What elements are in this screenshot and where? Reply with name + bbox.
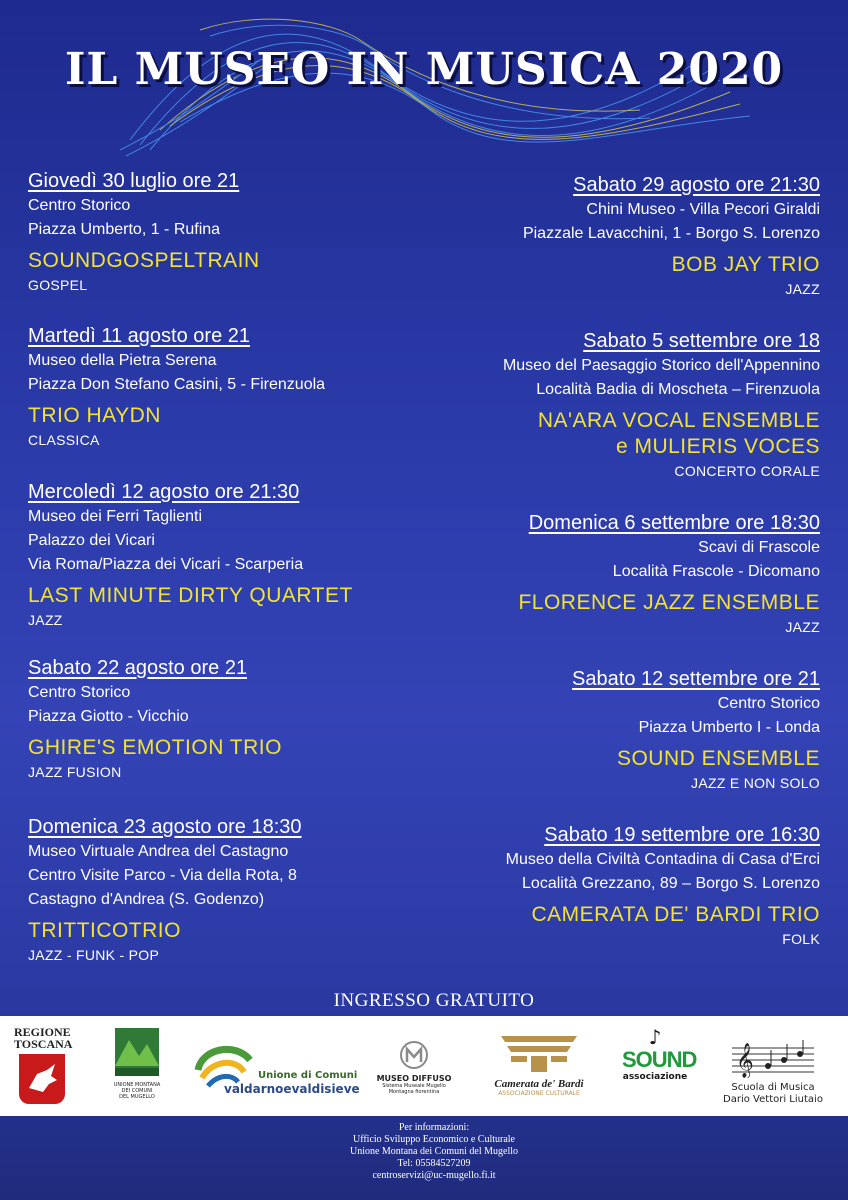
event-performer: TRIO HAYDN [28, 404, 161, 427]
event-genre: CONCERTO CORALE [674, 463, 820, 479]
footer-line: Per informazioni: [398, 1122, 470, 1133]
regione-toscana-logo: REGIONE TOSCANA [14, 1026, 70, 1108]
footer-line: Tel: 05584527209 [397, 1158, 471, 1169]
event-genre: FOLK [782, 931, 820, 947]
event-venue-line: Piazzale Lavacchini, 1 - Borgo S. Lorenzo [522, 225, 820, 242]
event-date: Sabato 5 settembre ore 18 [583, 330, 820, 352]
event-date: Sabato 19 settembre ore 16:30 [544, 824, 820, 846]
event-date: Sabato 29 agosto ore 21:30 [573, 174, 820, 196]
event-genre: JAZZ [28, 612, 63, 628]
event-venue-line: Museo della Pietra Serena [28, 352, 217, 369]
page-title: IL MUSEO IN MUSICA 2020 [64, 44, 784, 95]
event-venue-line: Località Grezzano, 89 – Borgo S. Lorenzo [522, 875, 820, 892]
event-venue-line: Museo dei Ferri Taglienti [28, 508, 203, 525]
event-performer: SOUND ENSEMBLE [616, 747, 820, 770]
event-venue-line: Palazzo dei Vicari [28, 532, 155, 549]
event-performer: CAMERATA DE' BARDI TRIO [531, 903, 820, 926]
treble-clef-icon: ♪ [648, 1025, 662, 1049]
event-genre: CLASSICA [28, 432, 100, 448]
event-item [420, 328, 820, 482]
pegasus-emblem-icon [19, 1054, 65, 1104]
event-item [420, 172, 820, 300]
event-venue-line: Scavi di Frascole [698, 539, 820, 556]
sound-associazione-logo: ♪ SOUND associazione [622, 1025, 697, 1082]
event-performer: SOUNDGOSPELTRAIN [28, 249, 260, 272]
event-venue-line: Centro Storico [28, 197, 131, 214]
event-venue-line: Museo del Paesaggio Storico dell'Appennino [502, 357, 820, 374]
event-item [28, 168, 428, 296]
event-genre: JAZZ FUSION [28, 764, 122, 780]
event-performer: GHIRE'S EMOTION TRIO [28, 736, 282, 759]
event-genre: GOSPEL [28, 277, 88, 293]
event-date: Martedì 11 agosto ore 21 [28, 325, 250, 347]
event-genre: JAZZ [785, 281, 820, 297]
museo-diffuso-logo: MUSEO DIFFUSO Sistema Museale Mugello Montagna fiorentina [376, 1026, 452, 1108]
event-performer: FLORENCE JAZZ ENSEMBLE [518, 591, 820, 614]
staff-notes-icon [728, 1038, 818, 1078]
event-venue-line: Via Roma/Piazza dei Vicari - Scarperia [28, 556, 304, 573]
event-venue-line: Piazza Don Stefano Casini, 5 - Firenzuola [28, 376, 326, 393]
event-item [420, 666, 820, 794]
sponsor-logo-band [0, 1016, 848, 1116]
event-venue-line: Centro Visite Parco - Via della Rota, 8 [28, 867, 297, 884]
valdarno-valdisieve-logo: Unione di Comuni valdarnoevaldisieve [192, 1026, 342, 1108]
event-date: Sabato 12 settembre ore 21 [572, 668, 820, 690]
event-date: Giovedì 30 luglio ore 21 [28, 170, 240, 192]
event-venue-line: Località Frascole - Dicomano [612, 563, 820, 580]
event-venue-line: Piazza Umberto I - Londa [638, 719, 820, 736]
event-venue-line: Chini Museo - Villa Pecori Giraldi [586, 201, 820, 218]
event-venue-line: Piazza Giotto - Vicchio [28, 708, 189, 725]
camerata-de-bardi-logo: Camerata de' Bardi ASSOCIAZIONE CULTURALE [484, 1026, 594, 1108]
event-date: Sabato 22 agosto ore 21 [28, 657, 248, 679]
event-performer: NA'ARA VOCAL ENSEMBLE [537, 409, 820, 432]
event-performer: BOB JAY TRIO [671, 253, 820, 276]
svg-text:𝄞: 𝄞 [736, 1043, 754, 1078]
mountains-icon [113, 1026, 161, 1078]
footer-line: Unione Montana dei Comuni del Mugello [349, 1146, 519, 1157]
footer-line: centroservizi@uc-mugello.fi.it [372, 1170, 496, 1181]
free-entry-label: INGRESSO GRATUITO [333, 990, 535, 1011]
event-performer: e MULIERIS VOCES [615, 435, 820, 458]
footer-line: Ufficio Sviluppo Economico e Culturale [352, 1134, 515, 1145]
event-venue-line: Centro Storico [717, 695, 820, 712]
scuola-di-musica-logo: 𝄞 Scuola di Musica Dario Vettori Liutaio [720, 1026, 826, 1108]
event-genre: JAZZ E NON SOLO [691, 775, 820, 791]
event-item [28, 655, 428, 783]
event-date: Mercoledì 12 agosto ore 21:30 [28, 481, 300, 503]
event-genre: JAZZ [785, 619, 820, 635]
event-venue-line: Museo della Civiltà Contadina di Casa d'Erci [505, 851, 820, 868]
event-venue-line: Piazza Umberto, 1 - Rufina [28, 221, 221, 238]
event-performer: TRITTICOTRIO [28, 919, 181, 942]
museum-m-icon [399, 1040, 429, 1070]
event-item [28, 323, 428, 451]
event-date: Domenica 6 settembre ore 18:30 [528, 512, 820, 534]
event-venue-line: Castagno d'Andrea (S. Godenzo) [28, 891, 265, 908]
event-venue-line: Centro Storico [28, 684, 131, 701]
event-venue-line: Museo Virtuale Andrea del Castagno [28, 843, 289, 860]
event-date: Domenica 23 agosto ore 18:30 [28, 816, 302, 838]
event-genre: JAZZ - FUNK - POP [28, 947, 160, 963]
event-performer: LAST MINUTE DIRTY QUARTET [28, 584, 353, 607]
event-venue-line: Località Badia di Moscheta – Firenzuola [536, 381, 820, 398]
unione-montana-logo: UNIONE MONTANA DEI COMUNI DEL MUGELLO [112, 1026, 162, 1108]
event-item [28, 479, 428, 631]
info-footer [0, 1122, 848, 1182]
event-item [420, 510, 820, 638]
event-item [28, 814, 428, 966]
event-item [420, 822, 820, 950]
arch-icon [497, 1030, 581, 1074]
